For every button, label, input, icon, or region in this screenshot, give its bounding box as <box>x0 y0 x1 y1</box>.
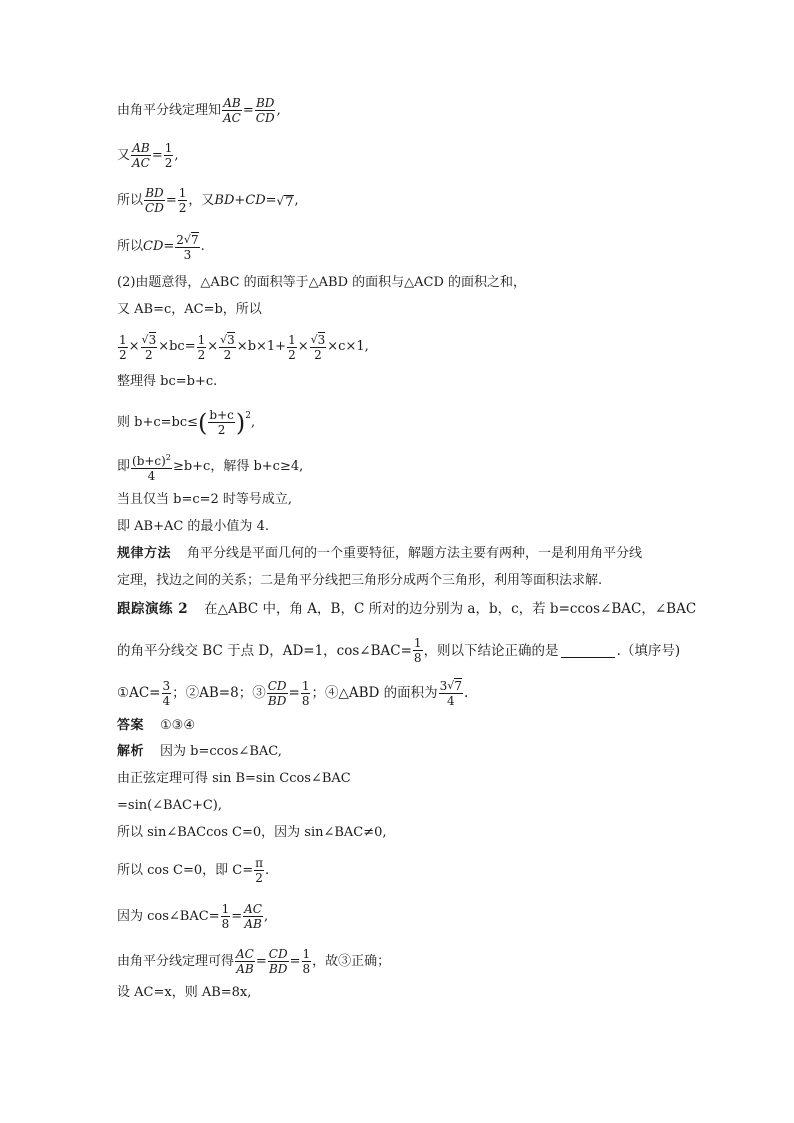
line-exercise-options: ①AC= $\frac{3}{4}$ ；②AB=8；③ $\frac{CD}{BD}$ = $\frac{1}{8}$ ；④△ABD 的面积为 3 √ 7 4 . <box>117 678 469 708</box>
line-ab-c-ac-b: 又 AB=c，AC=b，所以 <box>117 302 262 317</box>
answer-heading: 答案 <box>117 718 145 733</box>
line-cos-c-zero: 所以 sin∠BACcos C=0，因为 sin∠BAC≠0, <box>117 825 387 840</box>
line-solve-inequality: 即 $\frac{(b+c)^2}{4}$ ≥b+c，解得 b+c≥4, <box>117 453 304 483</box>
line-minimum-value: 即 AB+AC 的最小值为 4. <box>117 519 269 534</box>
fraction-bc-sq-4: $\frac{(b+c)^2}{4}$ <box>132 453 171 483</box>
line-simplify: 整理得 bc=b+c. <box>117 374 218 389</box>
fraction-ac-ab: $\frac{AC}{AB}$ <box>236 947 254 976</box>
line-ab-ac-ratio: 又 $\frac{AB}{AC}$ = $\frac{1}{2}$ , <box>117 141 179 170</box>
line-bd-cd: 所以 $\frac{BD}{CD}$ = $\frac{1}{2}$ ，又 BD+CD= √ 7 , <box>117 186 299 215</box>
sqrt-7: √ 7 <box>276 193 294 210</box>
analysis-heading: 解析 <box>117 744 145 759</box>
fraction-pi-2: $\frac{\pi}{2}$ <box>255 856 264 885</box>
fraction-sqrt3-2: √ 3 2 <box>220 333 235 362</box>
fraction-1-8: $\frac{1}{8}$ <box>221 902 230 931</box>
line-inequality: 则 b+c=bc≤ ( $\frac{b+c}{2}$ ) 2 , <box>117 408 256 437</box>
fraction-3sqrt7-4: 3 √ 7 4 <box>439 679 462 708</box>
line-cd-value: 所以 CD= 2 √ 7 3 . <box>117 233 205 262</box>
line-area-relation: (2)由题意得，△ABC 的面积等于△ABD 的面积与△ACD 的面积之和， <box>117 275 527 290</box>
fraction-1-8: $\frac{1}{8}$ <box>413 636 422 665</box>
answer-blank[interactable] <box>561 644 615 658</box>
fraction-1-8: $\frac{1}{8}$ <box>302 947 311 976</box>
fraction-sqrt3-2: √ 3 2 <box>310 333 326 362</box>
line-c-right-angle: 所以 cos C=0，即 C= $\frac{\pi}{2}$ . <box>117 856 270 885</box>
line-method-summary: 规律方法 角平分线是平面几何的一个重要特征，解题方法主要有两种，一是利用角平分线 <box>117 546 643 561</box>
fraction-half: $\frac{1}{2}$ <box>119 332 127 362</box>
fraction-bd-cd: $\frac{BD}{CD}$ <box>145 186 164 215</box>
line-bisector-ratio: 由角平分线定理可得 $\frac{AC}{AB}$ = $\frac{CD}{BD}$ = $\frac{1}{8}$ ，故③正确； <box>117 947 391 976</box>
line-method-summary-2: 定理，找边之间的关系；二是角平分线把三角形分成两个三角形，利用等面积法求解. <box>117 573 603 588</box>
fraction-sqrt3-2: √ 3 2 <box>141 333 157 362</box>
method-heading: 规律方法 <box>117 546 172 561</box>
fraction-3-4: $\frac{3}{4}$ <box>162 678 171 708</box>
fraction-cd-bd: $\frac{CD}{BD}$ <box>267 678 287 708</box>
fraction-bd-cd: $\frac{BD}{CD}$ <box>255 96 275 125</box>
fraction-ac-ab: $\frac{AC}{AB}$ <box>244 902 262 931</box>
fraction-half: $\frac{1}{2}$ <box>197 332 206 362</box>
answer-value: ①③④ <box>160 718 195 733</box>
text: 由角平分线定理知 <box>117 102 222 118</box>
line-cos-bac-ratio: 因为 cos∠BAC= $\frac{1}{8}$ = $\frac{AC}{AB}$ , <box>117 902 269 931</box>
equals: = <box>242 102 254 118</box>
line-answer <box>117 718 195 734</box>
line-sine-rule: 由正弦定理可得 sin B=sin Ccos∠BAC <box>117 771 351 786</box>
fraction-2sqrt7-3: 2 √ 7 3 <box>176 233 199 262</box>
line-exercise-statement-2: 的角平分线交 BC 于点 D，AD=1，cos∠BAC= $\frac{1}{8}$ ，则以下结论正确的是 .（填序号) <box>117 636 681 665</box>
fraction-bc-2: $\frac{b+c}{2}$ <box>209 408 234 437</box>
exercise-heading: 跟踪演练 2 <box>117 601 189 617</box>
fraction-ab-ac: $\frac{AB}{AC}$ <box>223 96 241 125</box>
line-equality-condition: 当且仅当 b=c=2 时等号成立, <box>117 492 293 507</box>
fraction-1-8: $\frac{1}{8}$ <box>301 678 310 708</box>
fraction-one-half: $\frac{1}{2}$ <box>164 141 173 170</box>
fraction-ab-ac: $\frac{AB}{AC}$ <box>132 141 150 170</box>
fraction-one-half: $\frac{1}{2}$ <box>178 186 187 215</box>
line-analysis: 解析 因为 b=ccos∠BAC, <box>117 744 282 759</box>
line-area-equation: $\frac{1}{2}$ × √ 3 2 ×bc= $\frac{1}{2}$ × √ 3 2 ×b×1+ $\frac{1}{2}$ × √ 3 2 ×c×1, <box>119 332 369 362</box>
line-angle-bisector-theorem: 由角平分线定理知 $\frac{AB}{AC}$ = $\frac{BD}{CD}$ , <box>117 96 281 125</box>
line-sine-sum: =sin(∠BAC+C), <box>117 798 222 813</box>
fraction-half: $\frac{1}{2}$ <box>288 332 296 362</box>
fraction-cd-bd: $\frac{CD}{BD}$ <box>268 947 288 976</box>
line-exercise-statement: 跟踪演练 2 在△ABC 中，角 A，B，C 所对的边分别为 a，b，c，若 b=ccos∠BAC，∠BAC <box>117 601 697 617</box>
line-set-ac-x: 设 AC=x，则 AB=8x, <box>117 985 252 1000</box>
